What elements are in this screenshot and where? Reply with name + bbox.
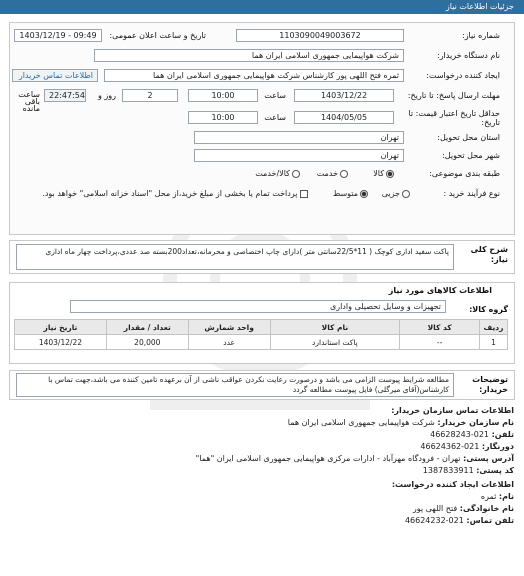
- treasury-payment-note: پرداخت تمام یا بخشی از مبلغ خرید،از محل "اسناد خزانه اسلامی" خواهد بود.: [42, 189, 298, 198]
- buyer-contact-label: اطلاعات تماس خریدار: [18, 71, 93, 80]
- reply-date-field: 1403/12/22: [294, 89, 394, 102]
- city-field: تهران: [194, 149, 404, 162]
- days-field: 2: [122, 89, 178, 102]
- validity-label: حداقل تاریخ اعتبار قیمت: تا تاریخ:: [408, 109, 500, 127]
- need-description-text: پاکت سفید اداری کوچک ( 11*22/5سانتی متر )دارای چاپ اختصاصی و محرمانه،تعداد200بسته صد عددی،پرداخت چهار ماه اداری: [16, 244, 454, 270]
- name-label: نام:: [498, 492, 514, 501]
- table-cell: 20,000: [106, 335, 188, 350]
- validity-time-field: 10:00: [188, 111, 258, 124]
- org-label: نام سازمان خریدار:: [437, 418, 514, 427]
- announce-label: تاریخ و ساعت اعلان عمومی:: [109, 31, 206, 40]
- validity-date-field: 1404/05/05: [294, 111, 394, 124]
- table-cell: پاکت استاندارد: [270, 335, 400, 350]
- buyer-notes-label: توضیحات خریدار:: [472, 375, 508, 394]
- table-cell: 1403/12/22: [15, 335, 107, 350]
- column-header: ردیف: [480, 320, 508, 335]
- buyer-label: نام دستگاه خریدار:: [437, 51, 500, 60]
- province-label: استان محل تحویل:: [437, 133, 500, 142]
- radio-icon: [340, 170, 348, 178]
- address-label: آدرس پستی:: [463, 454, 514, 463]
- goods-section-title: اطلاعات کالاهای مورد نیاز: [388, 286, 492, 295]
- category-option-both[interactable]: کالا/خدمت: [255, 169, 300, 178]
- radio-selected-icon: [360, 190, 368, 198]
- remaining-label: ساعت باقی مانده: [18, 90, 40, 113]
- table-cell: عدد: [188, 335, 270, 350]
- checkbox-icon: [300, 190, 308, 198]
- contact-section-title: اطلاعات تماس سازمان خریدار:: [391, 406, 514, 415]
- column-header: تاریخ نیاز: [15, 320, 107, 335]
- org-value: شرکت هواپیمایی جمهوری اسلامی ایران هما: [287, 418, 435, 427]
- table-cell: 1: [480, 335, 508, 350]
- reply-time-label: ساعت: [264, 91, 286, 100]
- family-label: نام خانوادگی:: [459, 504, 514, 513]
- postal-label: کد پستی:: [476, 466, 514, 475]
- goods-group-field: تجهیزات و وسایل تحصیلی واداری: [70, 300, 446, 313]
- creator-section-title: اطلاعات ایجاد کننده درخواست:: [391, 480, 514, 489]
- need-details-panel: [9, 22, 515, 235]
- need-description-label: شرح کلی نیاز:: [470, 245, 508, 264]
- goods-section: [9, 282, 515, 364]
- reply-deadline-label: مهلت ارسال پاسخ: تا تاریخ:: [407, 91, 500, 100]
- address-value: تهران - فرودگاه مهرآباد - ادارات مرکزی هواپیمایی جمهوری اسلامی ایران "هما": [195, 454, 461, 463]
- postal-value: 1387833911: [422, 466, 474, 475]
- name-value: ثمره: [480, 492, 497, 501]
- process-label: نوع فرآیند خرید :: [443, 189, 500, 198]
- phone-value: 021-46628243: [430, 430, 490, 439]
- table-cell: --: [400, 335, 480, 350]
- category-option-goods[interactable]: کالا: [373, 169, 394, 178]
- creator-label: ایجاد کننده درخواست:: [426, 71, 500, 80]
- buyer-notes-text: مطالعه شرایط پیوست الزامی می باشد و درصورت رعایت نکردن عواقب ناشی از آن برعهده تامین کننده می باشد،جهت تماس با کارشناس(آقای میرگلی) فایل پیوست مطالعه گردد: [16, 373, 454, 397]
- goods-table: [14, 319, 508, 350]
- table-row: [15, 335, 508, 350]
- reply-time-field: 10:00: [188, 89, 258, 102]
- process-option-minor[interactable]: جزیی: [382, 189, 410, 198]
- goods-table-header: [15, 320, 508, 335]
- creator-field: ثمره فتح اللهی پور کارشناس شرکت هواپیمایی جمهوری اسلامی ایران هما: [104, 69, 404, 82]
- treasury-payment-checkbox[interactable]: [42, 189, 308, 198]
- column-header: نام کالا: [270, 320, 400, 335]
- phone-label: تلفن:: [491, 430, 514, 439]
- phone2-label: تلفن تماس:: [466, 516, 514, 525]
- need-number-label: شماره نیاز:: [462, 31, 500, 40]
- column-header: کد کالا: [400, 320, 480, 335]
- remaining-time-field: 22:47:54: [44, 89, 86, 102]
- province-field: تهران: [194, 131, 404, 144]
- fax-label: دورنگار:: [481, 442, 514, 451]
- announce-field: 1403/12/19 - 09:49: [14, 29, 102, 42]
- goods-group-label: گروه کالا:: [469, 305, 508, 314]
- phone2-value: 021-46624232: [404, 516, 464, 525]
- radio-icon: [402, 190, 410, 198]
- buyer-field: شرکت هواپیمایی جمهوری اسلامی ایران هما: [94, 49, 404, 62]
- days-label: روز و: [98, 91, 116, 100]
- radio-icon: [292, 170, 300, 178]
- column-header: تعداد / مقدار: [106, 320, 188, 335]
- category-option-service[interactable]: خدمت: [317, 169, 348, 178]
- radio-selected-icon: [386, 170, 394, 178]
- city-label: شهر محل تحویل:: [442, 151, 500, 160]
- column-header: واحد شمارش: [188, 320, 270, 335]
- page-title: جزئیات اطلاعات نیاز: [445, 2, 514, 11]
- family-value: فتح اللهی پور: [412, 504, 458, 513]
- buyer-contact-button[interactable]: [12, 69, 98, 82]
- need-description-section: [9, 240, 515, 274]
- need-number-field: 1103090049003672: [236, 29, 404, 42]
- buyer-notes-section: [9, 370, 515, 400]
- category-label: طبقه بندی موضوعی:: [429, 169, 500, 178]
- process-option-medium[interactable]: متوسط: [333, 189, 368, 198]
- fax-value: 021-46624362: [420, 442, 480, 451]
- validity-time-label: ساعت: [264, 113, 286, 122]
- page-title-bar: [0, 0, 524, 14]
